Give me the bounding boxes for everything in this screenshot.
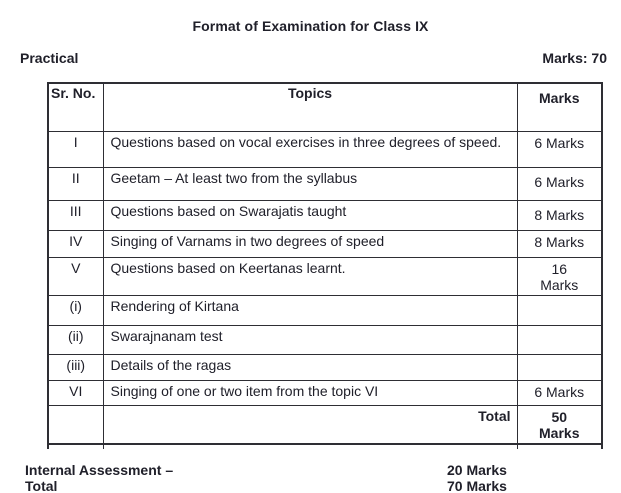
table-row bbox=[48, 326, 602, 355]
subheading-row bbox=[0, 50, 621, 66]
total-marks-label: Marks: 70 bbox=[542, 50, 607, 66]
row-sr-no: II bbox=[48, 168, 103, 201]
footer-total-marks: 70 Marks bbox=[447, 478, 507, 493]
total-marks-cell bbox=[517, 406, 602, 445]
internal-assessment-label: Internal Assessment – bbox=[25, 462, 174, 478]
row-topic: Questions based on Keertanas learnt. bbox=[103, 258, 517, 296]
table-row bbox=[48, 296, 602, 326]
row-topic: Rendering of Kirtana bbox=[103, 296, 517, 326]
total-row bbox=[48, 406, 602, 445]
row-sr-no: (i) bbox=[48, 296, 103, 326]
row-sr-no: (iii) bbox=[48, 355, 103, 381]
table-row bbox=[48, 258, 602, 296]
row-topic: Questions based on Swarajatis taught bbox=[103, 201, 517, 231]
row-topic: Swarajnanam test bbox=[103, 326, 517, 355]
total-marks-value: 50 Marks bbox=[539, 409, 580, 441]
total-row-empty-cell bbox=[48, 406, 103, 445]
row-marks bbox=[517, 355, 602, 381]
table-row bbox=[48, 201, 602, 231]
table-row bbox=[48, 231, 602, 258]
footer-total-label: Total bbox=[25, 478, 58, 493]
col-header-marks: Marks bbox=[517, 83, 602, 132]
col-header-sr-no: Sr. No. bbox=[48, 83, 103, 132]
cropped-row-stub bbox=[48, 444, 602, 449]
row-marks bbox=[517, 326, 602, 355]
row-sr-no: (ii) bbox=[48, 326, 103, 355]
row-topic: Singing of Varnams in two degrees of speed bbox=[103, 231, 517, 258]
row-marks-value: 16 Marks bbox=[540, 261, 579, 293]
row-sr-no: I bbox=[48, 132, 103, 168]
footer-row bbox=[0, 462, 621, 478]
row-marks: 6 Marks bbox=[517, 168, 602, 201]
row-topic: Singing of one or two item from the topic VI bbox=[103, 381, 517, 406]
row-sr-no: V bbox=[48, 258, 103, 296]
page-title: Format of Examination for Class IX bbox=[192, 18, 429, 34]
internal-assessment-marks: 20 Marks bbox=[447, 462, 507, 478]
row-marks: 6 Marks bbox=[517, 381, 602, 406]
row-marks: 8 Marks bbox=[517, 201, 602, 231]
footer-row bbox=[0, 478, 621, 493]
table-row bbox=[48, 381, 602, 406]
col-header-topics: Topics bbox=[103, 83, 517, 132]
table-row bbox=[48, 355, 602, 381]
table-row bbox=[48, 132, 602, 168]
exam-format-table bbox=[47, 82, 603, 449]
row-marks: 6 Marks bbox=[517, 132, 602, 168]
row-sr-no: IV bbox=[48, 231, 103, 258]
footer-summary bbox=[0, 462, 621, 493]
row-topic: Geetam – At least two from the syllabus bbox=[103, 168, 517, 201]
row-topic: Questions based on vocal exercises in three degrees of speed. bbox=[103, 132, 517, 168]
table-header-row bbox=[48, 83, 602, 132]
table-row bbox=[48, 168, 602, 201]
total-label: Total bbox=[103, 406, 517, 445]
row-marks bbox=[517, 296, 602, 326]
row-sr-no: VI bbox=[48, 381, 103, 406]
row-marks bbox=[517, 258, 602, 296]
row-topic: Details of the ragas bbox=[103, 355, 517, 381]
row-marks: 8 Marks bbox=[517, 231, 602, 258]
section-label: Practical bbox=[20, 50, 79, 66]
row-sr-no: III bbox=[48, 201, 103, 231]
